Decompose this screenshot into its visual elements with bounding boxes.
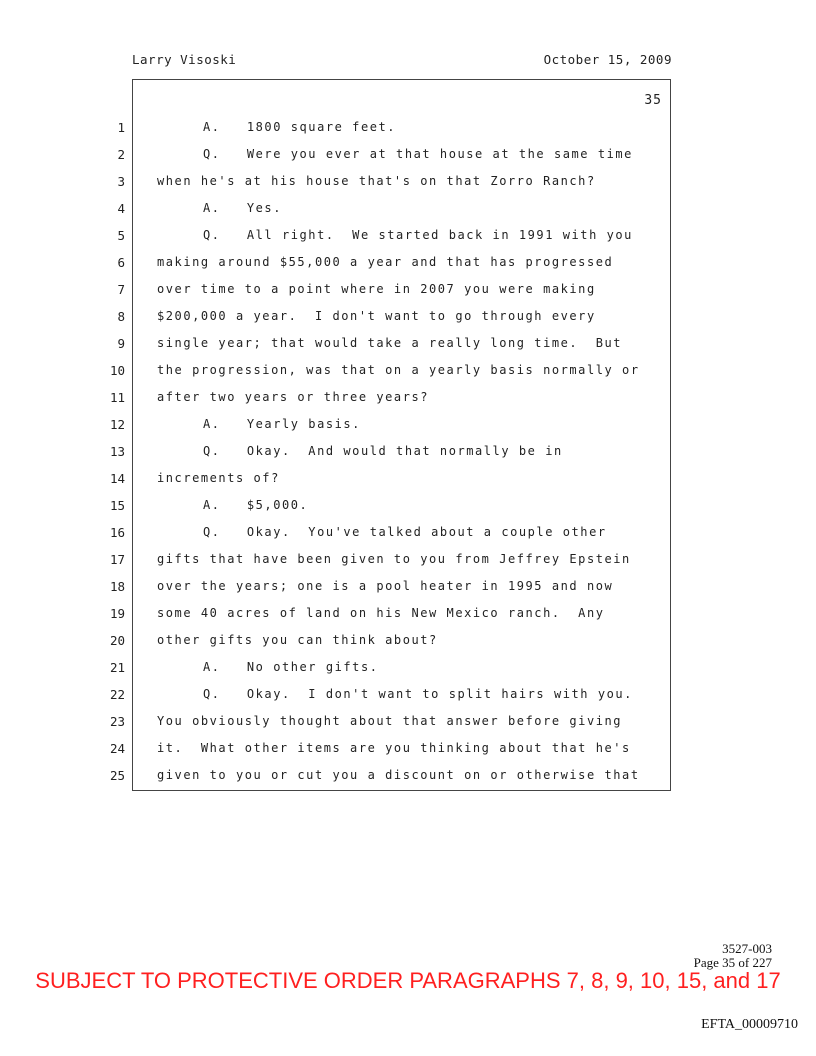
transcript-line	[109, 357, 670, 384]
transcript-line	[117, 276, 670, 303]
line-number: 20	[109, 633, 125, 648]
line-text: A. Yearly basis.	[203, 417, 361, 431]
page-number: 35	[644, 93, 662, 108]
line-number: 13	[109, 444, 125, 459]
transcript-line	[109, 384, 670, 411]
line-text: over time to a point where in 2007 you were making	[157, 282, 596, 296]
line-number: 12	[109, 417, 125, 432]
transcript-line	[117, 330, 670, 357]
transcript-box	[109, 79, 671, 791]
line-text: A. $5,000.	[203, 498, 309, 512]
line-text: over the years; one is a pool heater in 1995 and now	[157, 579, 614, 593]
line-text: Q. Okay. I don't want to split hairs with you.	[203, 687, 633, 701]
page-of-total: Page 35 of 227	[693, 955, 772, 970]
line-text: after two years or three years?	[157, 390, 430, 404]
line-text: You obviously thought about that answer before giving	[157, 714, 623, 728]
transcript-date: October 15, 2009	[543, 52, 672, 67]
line-text: A. No other gifts.	[203, 660, 379, 674]
document-id	[694, 942, 772, 970]
transcript-lines	[109, 114, 670, 789]
line-text: making around $55,000 a year and that has progressed	[157, 255, 614, 269]
line-number: 5	[117, 228, 125, 243]
line-text: gifts that have been given to you from Jeffrey Epstein	[157, 552, 631, 566]
line-text: single year; that would take a really long time. But	[157, 336, 623, 350]
transcript-line	[117, 114, 670, 141]
transcript-line	[109, 762, 670, 789]
transcript-line	[109, 573, 670, 600]
line-number: 14	[109, 471, 125, 486]
line-number: 11	[109, 390, 125, 405]
line-text: A. Yes.	[203, 201, 282, 215]
transcript-line	[117, 195, 670, 222]
transcript-line	[109, 681, 670, 708]
transcript-line	[109, 438, 670, 465]
transcript-line	[109, 411, 670, 438]
witness-name: Larry Visoski	[132, 52, 237, 67]
line-text: the progression, was that on a yearly basis normally or	[157, 363, 640, 377]
line-number: 4	[117, 201, 125, 216]
line-number: 7	[117, 282, 125, 297]
line-number: 23	[109, 714, 125, 729]
transcript-line	[109, 546, 670, 573]
line-number: 1	[117, 120, 125, 135]
transcript-line	[109, 492, 670, 519]
line-number: 6	[117, 255, 125, 270]
line-text: A. 1800 square feet.	[203, 120, 397, 134]
line-number: 2	[117, 147, 125, 162]
line-text: Q. Okay. You've talked about a couple other	[203, 525, 607, 539]
line-number: 9	[117, 336, 125, 351]
line-number: 10	[109, 363, 125, 378]
line-number: 15	[109, 498, 125, 513]
bates-number: EFTA_00009710	[701, 1017, 798, 1032]
transcript-line	[117, 141, 670, 168]
transcript-line	[109, 708, 670, 735]
line-number: 21	[109, 660, 125, 675]
line-number: 19	[109, 606, 125, 621]
transcript-line	[109, 465, 670, 492]
line-text: given to you or cut you a discount on or otherwise that	[157, 768, 640, 782]
line-number: 8	[117, 309, 125, 324]
transcript-line	[109, 519, 670, 546]
line-text: increments of?	[157, 471, 280, 485]
line-text: other gifts you can think about?	[157, 633, 438, 647]
transcript-line	[117, 222, 670, 249]
transcript-line	[109, 627, 670, 654]
transcript-line	[117, 303, 670, 330]
transcript-line	[109, 654, 670, 681]
transcript-line	[109, 600, 670, 627]
line-number: 22	[109, 687, 125, 702]
line-number: 3	[117, 174, 125, 189]
line-text: Q. Okay. And would that normally be in	[203, 444, 563, 458]
line-number: 25	[109, 768, 125, 783]
line-number: 16	[109, 525, 125, 540]
line-text: it. What other items are you thinking about that he's	[157, 741, 631, 755]
case-number: 3527-003	[722, 941, 772, 956]
line-text: $200,000 a year. I don't want to go through every	[157, 309, 596, 323]
line-text: when he's at his house that's on that Zorro Ranch?	[157, 174, 596, 188]
line-number: 18	[109, 579, 125, 594]
protective-order-notice: SUBJECT TO PROTECTIVE ORDER PARAGRAPHS 7, 8, 9, 10, 15, and 17	[35, 968, 781, 993]
transcript-line	[117, 249, 670, 276]
line-text: Q. Were you ever at that house at the same time	[203, 147, 633, 161]
line-text: some 40 acres of land on his New Mexico ranch. Any	[157, 606, 605, 620]
line-number: 17	[109, 552, 125, 567]
line-number: 24	[109, 741, 125, 756]
line-text: Q. All right. We started back in 1991 with you	[203, 228, 633, 242]
transcript-line	[109, 735, 670, 762]
transcript-line	[117, 168, 670, 195]
